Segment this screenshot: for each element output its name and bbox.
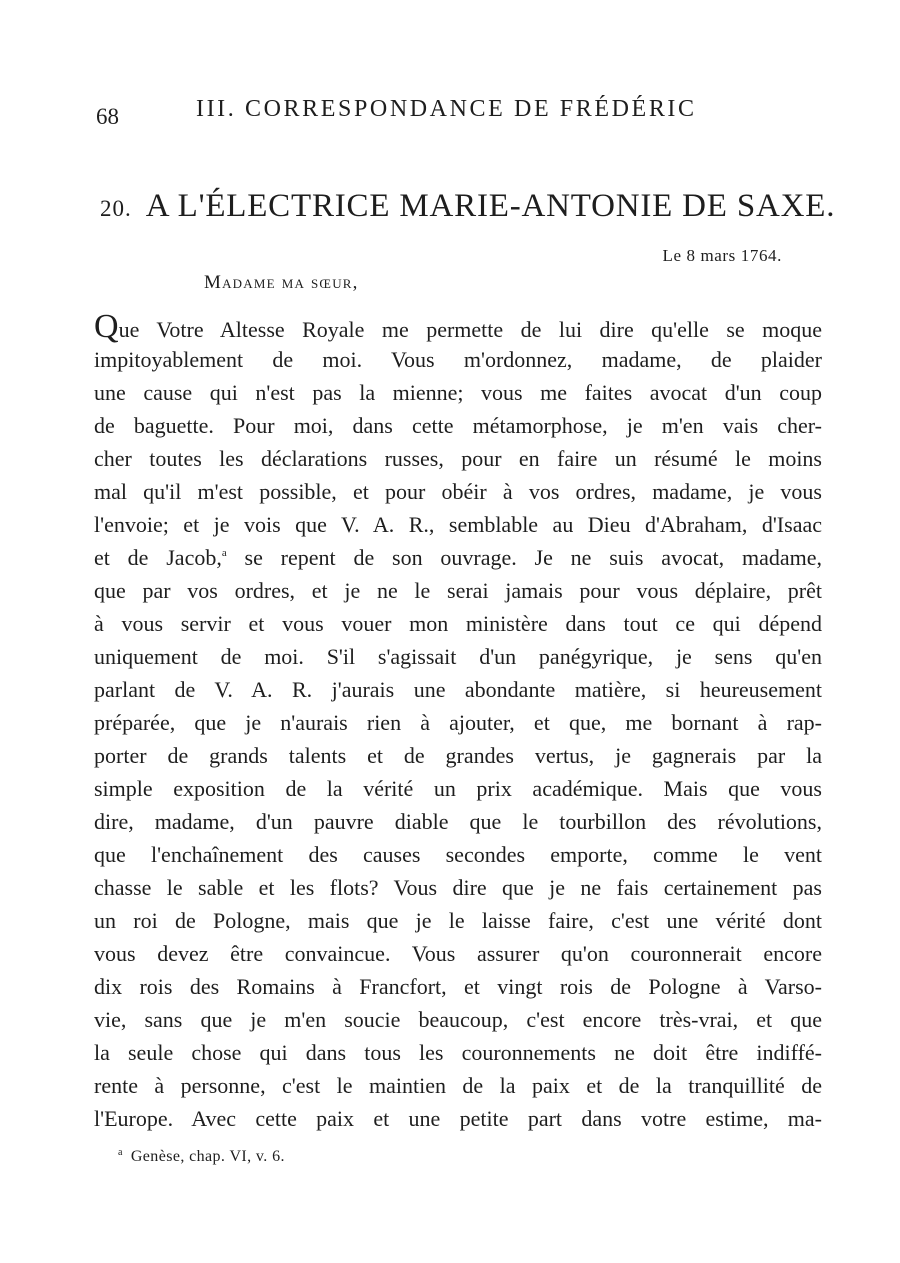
body-line: la seule chose qui dans tous les couronnements ne doit être indiffé-	[94, 1040, 822, 1065]
letter-date: Le 8 mars 1764.	[662, 246, 782, 265]
body-line: une cause qui n'est pas la mienne; vous me faites avocat d'un coup	[94, 380, 822, 405]
body-line: mal qu'il m'est possible, et pour obéir à vos ordres, madame, je vous	[94, 479, 822, 504]
body-line: uniquement de moi. S'il s'agissait d'un panégyrique, je sens qu'en	[94, 644, 822, 669]
body-line: vous devez être convaincue. Vous assurer qu'on couronnerait encore	[94, 941, 822, 966]
footnote-ref: a	[221, 547, 227, 559]
body-line: cher toutes les déclarations russes, pour en faire un résumé le moins	[94, 446, 822, 471]
letter-number: 20.	[100, 196, 132, 221]
body-line: l'Europe. Avec cette paix et une petite part dans votre estime, ma-	[94, 1106, 822, 1131]
body-line: et de Jacob,$^a$ se repent de son ouvrage. Je ne suis avocat, madame,	[94, 545, 822, 570]
body-line: parlant de V. A. R. j'aurais une abondante matière, si heureusement	[94, 677, 822, 702]
body-line: un roi de Pologne, mais que je le laisse faire, c'est une vérité dont	[94, 908, 822, 933]
letter-body	[94, 310, 822, 1135]
body-line: que l'enchaînement des causes secondes emporte, comme le vent	[94, 842, 822, 867]
footnote-marker: a	[118, 1147, 123, 1158]
body-line: rente à personne, c'est le maintien de la paix et de la tranquillité de	[94, 1073, 822, 1098]
body-line: dix rois des Romains à Francfort, et vingt rois de Pologne à Varso-	[94, 974, 822, 999]
body-line: préparée, que je n'aurais rien à ajouter, et que, me bornant à rap-	[94, 710, 822, 735]
body-line: dire, madame, d'un pauvre diable que le tourbillon des révolutions,	[94, 809, 822, 834]
footnote-text: Genèse, chap. VI, v. 6.	[130, 1148, 285, 1165]
body-line: impitoyablement de moi. Vous m'ordonnez, madame, de plaider	[94, 347, 822, 372]
body-line: de baguette. Pour moi, dans cette métamorphose, je m'en vais cher-	[94, 413, 822, 438]
body-line: chasse le sable et les flots? Vous dire que je ne fais certainement pas	[94, 875, 822, 900]
running-head: III. CORRESPONDANCE DE FRÉDÉRIC	[196, 96, 697, 122]
body-line: porter de grands talents et de grandes vertus, je gagnerais par la	[94, 743, 822, 768]
footnote	[118, 1148, 285, 1166]
body-line: vie, sans que je m'en soucie beaucoup, c'est encore très-vrai, et que	[94, 1007, 822, 1032]
body-line: l'envoie; et je vois que V. A. R., semblable au Dieu d'Abraham, d'Isaac	[94, 512, 822, 537]
drop-cap: Q	[94, 308, 119, 345]
body-line: que par vos ordres, et je ne le serai jamais pour vous déplaire, prêt	[94, 578, 822, 603]
page-header	[96, 96, 736, 136]
letter-title	[100, 188, 836, 225]
page-number: 68	[96, 104, 119, 129]
letter-heading: A L'ÉLECTRICE MARIE-ANTONIE DE SAXE.	[145, 188, 836, 224]
body-line: simple exposition de la vérité un prix académique. Mais que vous	[94, 776, 822, 801]
body-line: à vous servir et vous vouer mon ministère dans tout ce qui dépend	[94, 611, 822, 636]
body-line: Que Votre Altesse Royale me permette de lui dire qu'elle se moque	[94, 308, 822, 345]
salutation: Madame ma sœur,	[204, 272, 359, 293]
